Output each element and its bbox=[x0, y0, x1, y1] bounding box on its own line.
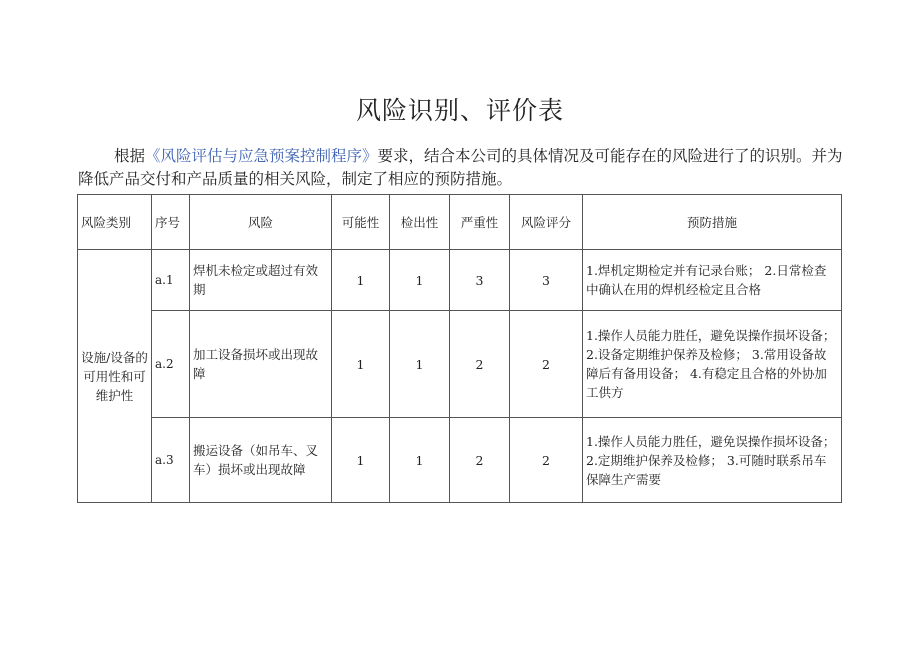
header-risk: 风险 bbox=[190, 195, 332, 250]
likelihood-cell: 1 bbox=[332, 250, 390, 311]
intro-reference: 《风险评估与应急预案控制程序》 bbox=[145, 147, 378, 165]
table-row bbox=[78, 250, 842, 311]
severity-cell: 2 bbox=[450, 311, 510, 418]
risk-cell: 焊机未检定或超过有效期 bbox=[190, 250, 332, 311]
risk-cell: 搬运设备（如吊车、叉车）损坏或出现故障 bbox=[190, 418, 332, 503]
measures-cell: 1.操作人员能力胜任，避免误操作损坏设备； 2.定期维护保养及检修； 3.可随时联系吊车保障生产需要 bbox=[583, 418, 842, 503]
likelihood-cell: 1 bbox=[332, 311, 390, 418]
severity-cell: 3 bbox=[450, 250, 510, 311]
risk-table bbox=[77, 194, 842, 503]
score-cell: 2 bbox=[510, 311, 583, 418]
risk-cell: 加工设备损坏或出现故障 bbox=[190, 311, 332, 418]
header-detection: 检出性 bbox=[390, 195, 450, 250]
likelihood-cell: 1 bbox=[332, 418, 390, 503]
seq-cell: a.3 bbox=[152, 418, 190, 503]
table-row bbox=[78, 418, 842, 503]
header-severity: 严重性 bbox=[450, 195, 510, 250]
intro-paragraph bbox=[78, 145, 846, 191]
measures-cell: 1.焊机定期检定并有记录台账； 2.日常检查中确认在用的焊机经检定且合格 bbox=[583, 250, 842, 311]
category-cell: 设施/设备的可用性和可维护性 bbox=[78, 250, 152, 503]
intro-suffix: 要求，结合本公司的具体情况及可能存在的风险进行了的识别。并为降低产品交付和产品质量的相关风险，制定了相应的预防措施。 bbox=[78, 147, 843, 188]
detection-cell: 1 bbox=[390, 250, 450, 311]
measures-cell: 1.操作人员能力胜任，避免误操作损坏设备； 2.设备定期维护保养及检修； 3.常用设备故障后有备用设备； 4.有稳定且合格的外协加工供方 bbox=[583, 311, 842, 418]
header-measures: 预防措施 bbox=[583, 195, 842, 250]
header-seq: 序号 bbox=[152, 195, 190, 250]
severity-cell: 2 bbox=[450, 418, 510, 503]
seq-cell: a.2 bbox=[152, 311, 190, 418]
detection-cell: 1 bbox=[390, 418, 450, 503]
intro-prefix: 根据 bbox=[114, 147, 146, 165]
header-score: 风险评分 bbox=[510, 195, 583, 250]
score-cell: 2 bbox=[510, 418, 583, 503]
header-likelihood: 可能性 bbox=[332, 195, 390, 250]
seq-cell: a.1 bbox=[152, 250, 190, 311]
table-row bbox=[78, 311, 842, 418]
score-cell: 3 bbox=[510, 250, 583, 311]
detection-cell: 1 bbox=[390, 311, 450, 418]
header-row bbox=[78, 195, 842, 250]
header-category: 风险类别 bbox=[78, 195, 152, 250]
document-title: 风险识别、评价表 bbox=[355, 96, 564, 125]
